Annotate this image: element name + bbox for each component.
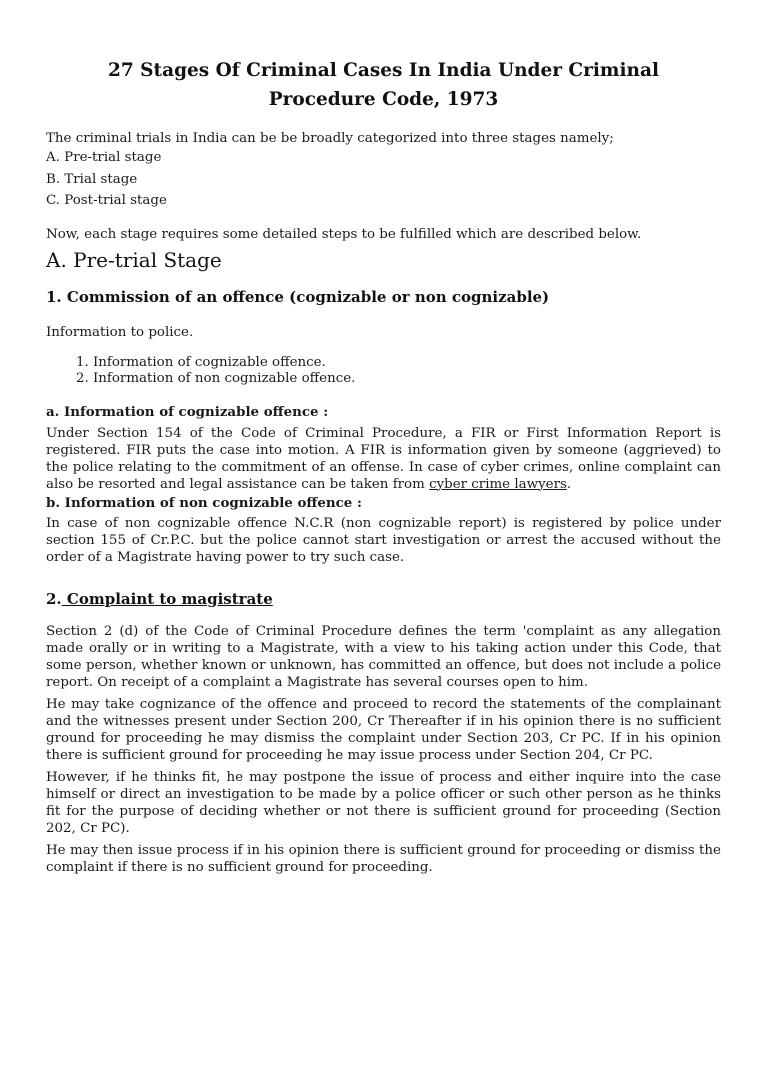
intro-paragraph: The criminal trials in India can be be broadly categorized into three stages namely; xyxy=(46,131,614,146)
complaint-paragraph: He may then issue process if in his opinion there is sufficient ground for proceeding or dismiss the complaint if there is no sufficient ground for proceeding. xyxy=(46,842,721,875)
cognizable-paragraph xyxy=(46,425,721,493)
stage-item: B. Trial stage xyxy=(46,171,138,187)
title-line-2: Procedure Code, 1973 xyxy=(268,89,499,110)
stage-item: A. Pre-trial stage xyxy=(46,150,162,165)
cognizable-end: . xyxy=(566,476,572,492)
complaint-paragraph: He may take cognizance of the offence and proceed to record the statements of the complainant and the witnesses present under Section 200, Cr Thereafter if in his opinion there is no sufficient ground for proceeding he may dismiss the complaint under Section 203, Cr PC. If in his opinion there is sufficient ground for proceeding he may issue process under Section 204, Cr PC. xyxy=(46,696,721,763)
title-line-1: 27 Stages Of Criminal Cases In India Under Criminal xyxy=(108,60,659,81)
document-title xyxy=(46,56,721,114)
section-a-heading: A. Pre-trial Stage xyxy=(46,247,222,272)
step-1-heading: 1. Commission of an offence (cognizable or non cognizable) xyxy=(46,287,550,306)
complaint-paragraph: However, if he thinks fit, he may postpone the issue of process and either inquire into the case himself or direct an investigation to be made by a police officer or such other person as he thinks fit for the purpose of deciding whether or not there is sufficient ground for proceeding (Section 202, Cr PC). xyxy=(46,769,721,836)
now-paragraph: Now, each stage requires some detailed steps to be fulfilled which are described below. xyxy=(46,226,642,242)
subheading-cognizable: a. Information of cognizable offence : xyxy=(46,403,329,420)
step-2-title: Complaint to magistrate xyxy=(61,589,273,608)
list-item: 1. Information of cognizable offence. xyxy=(93,355,721,372)
stage-list xyxy=(46,147,721,212)
stage-item: C. Post-trial stage xyxy=(46,193,167,208)
non-cognizable-paragraph: In case of non cognizable offence N.C.R (non cognizable report) is registered by police under section 155 of Cr.P.C. but the police cannot start investigation or arrest the accused without the order of a Magistrate having power to try such case. xyxy=(46,515,721,565)
step-2-heading xyxy=(46,589,721,609)
subheading-non-cognizable: b. Information of non cognizable offence : xyxy=(46,494,362,511)
step-2-number: 2. xyxy=(46,589,62,608)
complaint-paragraph: Section 2 (d) of the Code of Criminal Procedure defines the term 'complaint as any allegation made orally or in writing to a Magistrate, with a view to his taking action under this Code, that some person, whether known or unknown, has committed an offence, but does not include a police report. On receipt of a complaint a Magistrate has several courses open to him. xyxy=(46,623,721,690)
cyber-crime-lawyers-link[interactable]: cyber crime lawyers xyxy=(429,476,567,492)
info-to-police: Information to police. xyxy=(46,324,194,340)
document-page xyxy=(0,56,768,1080)
list-item: 2. Information of non cognizable offence. xyxy=(93,371,721,388)
cognizable-text: Under Section 154 of the Code of Criminal Procedure, a FIR or First Information Report is registered. FIR puts the case into motion. A FIR is information given by someone (aggrieved) to the police relating to the commitment of an offense. In case of cyber crimes, online complaint can also be resorted and legal assistance can be taken from xyxy=(46,425,721,492)
information-list xyxy=(46,355,721,388)
